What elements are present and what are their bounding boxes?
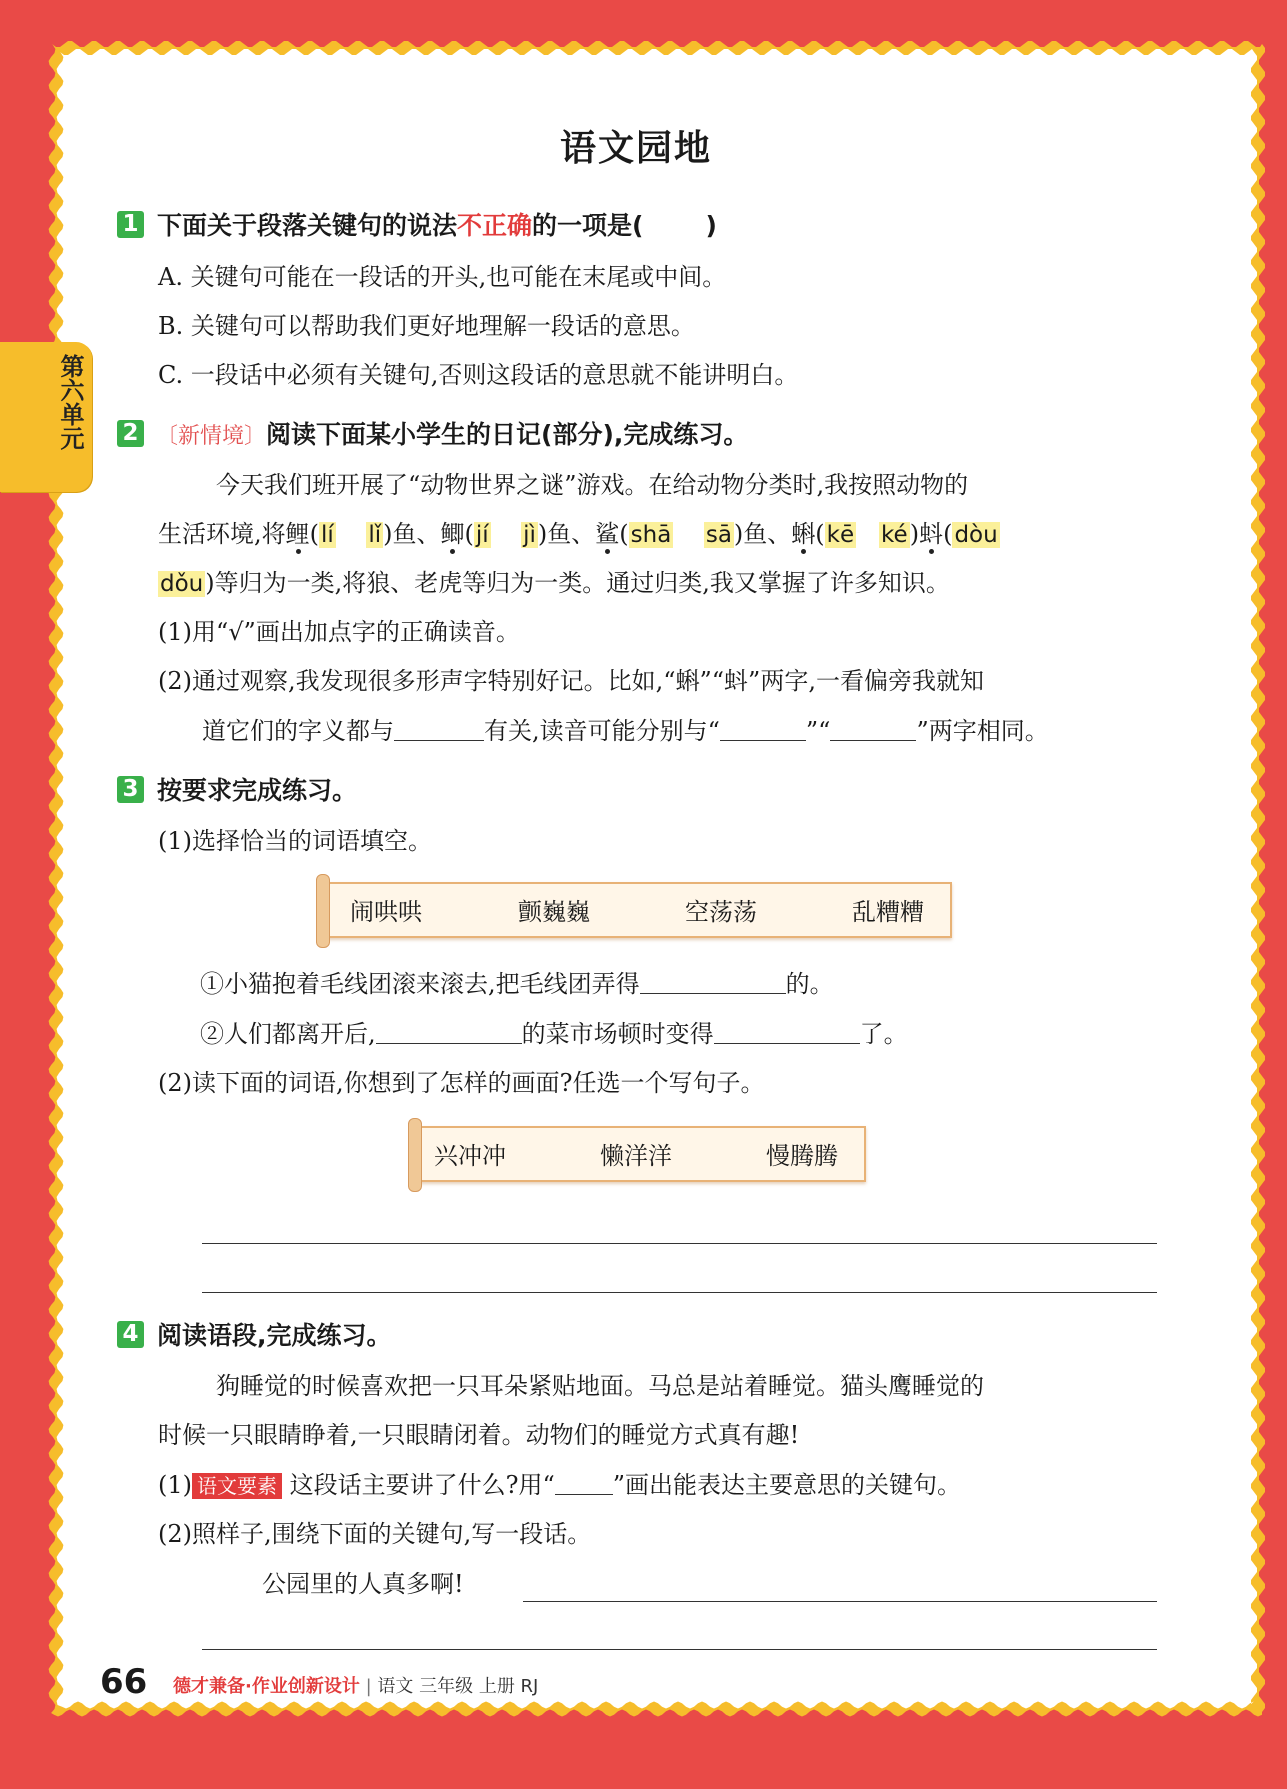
pinyin-option[interactable]: lǐ <box>368 522 382 548</box>
pinyin-option[interactable]: dǒu <box>160 571 204 597</box>
fill-blank[interactable] <box>714 1021 860 1044</box>
q4-subquestion-2: (2)照样子,围绕下面的关键句,写一段话。 <box>158 1520 592 1548</box>
dotted-char: 鲨 <box>595 520 620 548</box>
text-span: ”两字相同。 <box>916 717 1049 745</box>
language-element-badge: 语文要素 <box>192 1473 282 1499</box>
text-span: ( <box>309 520 320 548</box>
pinyin-option[interactable]: jì <box>523 522 536 548</box>
dotted-char: 鲫 <box>440 520 465 548</box>
pinyin-option[interactable]: lí <box>321 522 334 548</box>
text-span: 生活环境,将 <box>158 520 286 548</box>
question-number-3: 3 <box>117 776 144 803</box>
word-bank-item: 懒洋洋 <box>600 1142 672 1170</box>
word-bank-item: 慢腾腾 <box>766 1142 838 1170</box>
question-number-2: 2 <box>117 420 144 447</box>
question-3-stem: 按要求完成练习。 <box>157 776 358 805</box>
word-bank-item: 空荡荡 <box>685 898 757 926</box>
q2-subquestion-1: (1)用“√”画出加点字的正确读音。 <box>158 618 520 646</box>
pinyin-option[interactable]: kē <box>826 522 855 548</box>
text-span: ( <box>464 520 474 548</box>
footer-book-info: 语文 三年级 上册 RJ <box>377 1676 539 1697</box>
dotted-char: 蝌 <box>791 520 816 548</box>
scroll-rod <box>316 874 330 948</box>
dotted-char: 蚪 <box>919 520 944 548</box>
question-number-1: 1 <box>117 211 144 238</box>
q1-option-a: A. 关键句可能在一段话的开头,也可能在末尾或中间。 <box>158 263 727 291</box>
text-span: 了。 <box>859 1020 908 1048</box>
question-number-4: 4 <box>117 1321 144 1348</box>
text-span: )等归为一类,将狼、老虎等归为一类。通过归类,我又掌握了许多知识。 <box>205 569 950 597</box>
text-span: ) <box>909 520 920 548</box>
q4-key-sentence: 公园里的人真多啊! <box>262 1570 464 1598</box>
fill-blank[interactable] <box>640 971 786 994</box>
q1-stem-text: 下面关于段落关键句的说法 <box>157 211 458 240</box>
unit-side-tab-label: 第六单元 <box>56 354 84 450</box>
text-span: 道它们的字义都与 <box>202 717 394 745</box>
text-span: ”“ <box>805 717 831 745</box>
q4-passage-line-2: 时候一只眼睛睁着,一只眼睛闭着。动物们的睡觉方式真有趣! <box>158 1421 800 1449</box>
pinyin-option[interactable]: jí <box>475 522 489 548</box>
scroll-rod <box>408 1118 422 1192</box>
underline-sample <box>555 1472 613 1495</box>
q1-option-c: C. 一段话中必须有关键句,否则这段话的意思就不能讲明白。 <box>158 361 799 389</box>
text-span: )鱼、 <box>383 520 441 548</box>
pinyin-option[interactable]: shā <box>630 522 672 548</box>
pinyin-option[interactable]: sā <box>705 522 732 548</box>
question-1-stem <box>157 211 717 241</box>
text-span: )鱼、 <box>733 520 792 548</box>
text-span: 有关,读音可能分别与“ <box>484 717 720 745</box>
fill-blank[interactable] <box>376 1021 522 1044</box>
answer-line[interactable] <box>202 1243 1157 1244</box>
q1-stem-text-after: 的一项是( <box>532 211 644 240</box>
word-bank-scroll-2 <box>412 1126 866 1182</box>
q2-stem-text: 阅读下面某小学生的日记(部分),完成练习。 <box>266 420 749 449</box>
footer-info: 德才兼备·作业创新设计 | 语文 三年级 上册 RJ <box>173 1676 539 1697</box>
footer-brand: 德才兼备·作业创新设计 <box>173 1676 360 1697</box>
page-title: 语文园地 <box>560 128 713 169</box>
text-span: ①小猫抱着毛线团滚来滚去,把毛线团弄得 <box>200 970 640 998</box>
pinyin-option[interactable]: ké <box>881 522 908 548</box>
unit-side-tab <box>0 342 92 492</box>
word-bank-item: 乱糟糟 <box>852 898 924 926</box>
word-bank-item: 兴冲冲 <box>434 1142 506 1170</box>
fill-blank[interactable] <box>394 718 484 741</box>
word-bank-scroll-1 <box>320 882 952 938</box>
text-span: ( <box>619 520 629 548</box>
answer-line[interactable] <box>202 1292 1157 1293</box>
text-span: ( <box>815 520 825 548</box>
q2-passage-line-3 <box>158 568 950 599</box>
text-span: 这段话主要讲了什么?用“ <box>289 1471 555 1499</box>
text-span: (1) <box>158 1471 192 1499</box>
answer-line[interactable] <box>523 1601 1157 1602</box>
q3-sentence-2 <box>200 1019 908 1049</box>
q3-sentence-1 <box>200 969 834 999</box>
question-4-stem: 阅读语段,完成练习。 <box>157 1321 392 1350</box>
q3-subquestion-2: (2)读下面的词语,你想到了怎样的画面?任选一个写句子。 <box>158 1069 765 1097</box>
answer-line[interactable] <box>202 1649 1157 1650</box>
page-number: 66 <box>100 1662 148 1702</box>
fill-blank[interactable] <box>830 718 916 741</box>
pinyin-option[interactable]: dòu <box>954 522 998 548</box>
text-span: ”画出能表达主要意思的关键句。 <box>612 1471 962 1499</box>
fill-blank[interactable] <box>720 718 806 741</box>
dotted-char: 鲤 <box>285 520 310 548</box>
text-span: ②人们都离开后, <box>200 1020 376 1048</box>
q2-subquestion-2-line-1: (2)通过观察,我发现很多形声字特别好记。比如,“蝌”“蚪”两字,一看偏旁我就知 <box>158 667 984 695</box>
q1-stem-close: ) <box>705 211 717 240</box>
q3-subquestion-1: (1)选择恰当的词语填空。 <box>158 827 432 855</box>
new-context-tag: 〔新情境〕 <box>156 424 267 449</box>
q2-subquestion-2-line-2 <box>202 716 1049 746</box>
q1-option-b: B. 关键句可以帮助我们更好地理解一段话的意思。 <box>158 312 695 340</box>
text-span: )鱼、 <box>537 520 596 548</box>
q2-passage-line-2 <box>158 519 1000 550</box>
q1-stem-emphasis: 不正确 <box>457 211 533 240</box>
text-span: ( <box>943 520 953 548</box>
text-span: 的菜市场顿时变得 <box>521 1020 714 1048</box>
word-bank-item: 闹哄哄 <box>350 898 422 926</box>
q4-subquestion-1 <box>158 1470 961 1501</box>
text-span: 的。 <box>785 970 834 998</box>
question-2-stem <box>156 420 748 452</box>
word-bank-item: 颤巍巍 <box>518 898 590 926</box>
q2-passage-line-1: 今天我们班开展了“动物世界之谜”游戏。在给动物分类时,我按照动物的 <box>216 471 969 499</box>
q4-passage-line-1: 狗睡觉的时候喜欢把一只耳朵紧贴地面。马总是站着睡觉。猫头鹰睡觉的 <box>216 1372 984 1400</box>
